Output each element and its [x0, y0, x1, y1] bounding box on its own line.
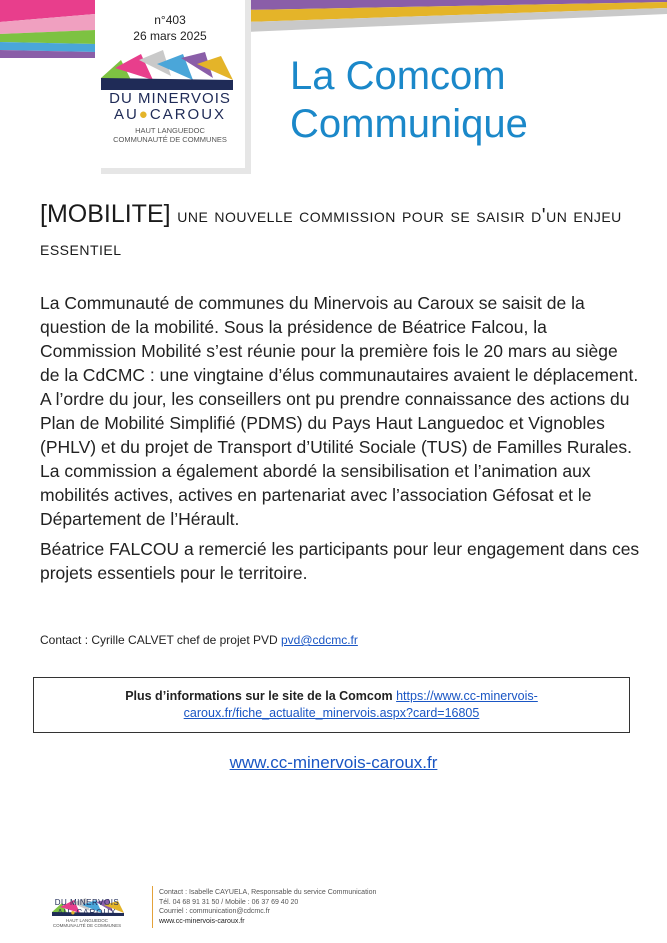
- article-title: [40, 198, 640, 265]
- article-title-text: une nouvelle commission pour se saisir d'un enjeu essentiel: [40, 205, 622, 260]
- article-paragraph: Béatrice FALCOU a remercié les participants pour leur engagement dans ces projets essentiels pour le territoire.: [40, 539, 640, 583]
- footer-divider: [152, 886, 153, 928]
- footer-website: www.cc-minervois-caroux.fr: [159, 917, 245, 925]
- website: [0, 753, 667, 773]
- footer-logo-subtitle: HAUT LANGUEDOC COMMUNAUTÉ DE COMMUNES: [52, 918, 122, 928]
- article-title-tag: [MOBILITE]: [40, 200, 171, 228]
- logo-subtitle: HAUT LANGUEDOC COMMUNAUTÉ DE COMMUNES: [113, 126, 227, 144]
- info-box-link[interactable]: https://www.cc-minervois- caroux.fr/fiche_actualite_minervois.aspx?card=16805: [183, 689, 538, 720]
- contact-line: Contact : Cyrille CALVET chef de projet PVD pvd@cdcmc.fr: [40, 633, 358, 647]
- footer-email: Courriel : communication@cdcmc.fr: [159, 908, 270, 915]
- logo-text-line1: DU MINERVOIS: [109, 90, 231, 107]
- footer-logo-text-line2: AU●CAROUX: [57, 908, 117, 917]
- logo-dot-icon: ●: [138, 106, 150, 123]
- footer-logo-text-line1: DU MINERVOIS: [54, 898, 120, 907]
- issue-date: 26 mars 2025: [133, 29, 207, 43]
- website-link[interactable]: www.cc-minervois-caroux.fr: [229, 753, 438, 772]
- article-paragraph: La Communauté de communes du Minervois au Caroux se saisit de la question de la mobilité. Sous la présidence de Béatrice Falcou, la Commission Mobilité s’est réunie pour la première fois le 20 mars au siège de la CdCMC : une vingtaine d’élus communautaires avaient le déplacement. A l’ordre du jour, les conseillers ont pu prendre connaissance des actions du Plan de Mobilité Simplifié (PDMS) du Pays Haut Languedoc et Vignobles (PHLV) et du projet de Transport d’Utilité Sociale (TUS) de Familles Rurales. La commission a également abordé la sensibilisation et l’animation aux mobilités actives, actives en partenariat avec l’association Géfosat et le Département de l’Hérault.: [40, 293, 639, 529]
- footer-logo-dot-icon: ●: [70, 908, 77, 917]
- issue-number: n°403: [154, 13, 186, 27]
- masthead-title: La Comcom Communique: [290, 54, 528, 146]
- comcom-logo-mark-icon: [101, 50, 233, 90]
- logo-text-line2: AU●CAROUX: [113, 106, 227, 123]
- contact-email-link[interactable]: pvd@cdcmc.fr: [281, 633, 358, 647]
- issue-info: [95, 12, 245, 44]
- info-box-text: Plus d’informations sur le site de la Comcom: [125, 689, 397, 703]
- footer-phone: Tél. 04 68 91 31 50 / Mobile : 06 37 69 40 20: [159, 898, 299, 906]
- footer-contact: Contact : Isabelle CAYUELA, Responsable du service Communication: [159, 889, 377, 896]
- footer-contact-info: [159, 888, 376, 926]
- article-body: [40, 291, 640, 591]
- info-box: [33, 677, 630, 733]
